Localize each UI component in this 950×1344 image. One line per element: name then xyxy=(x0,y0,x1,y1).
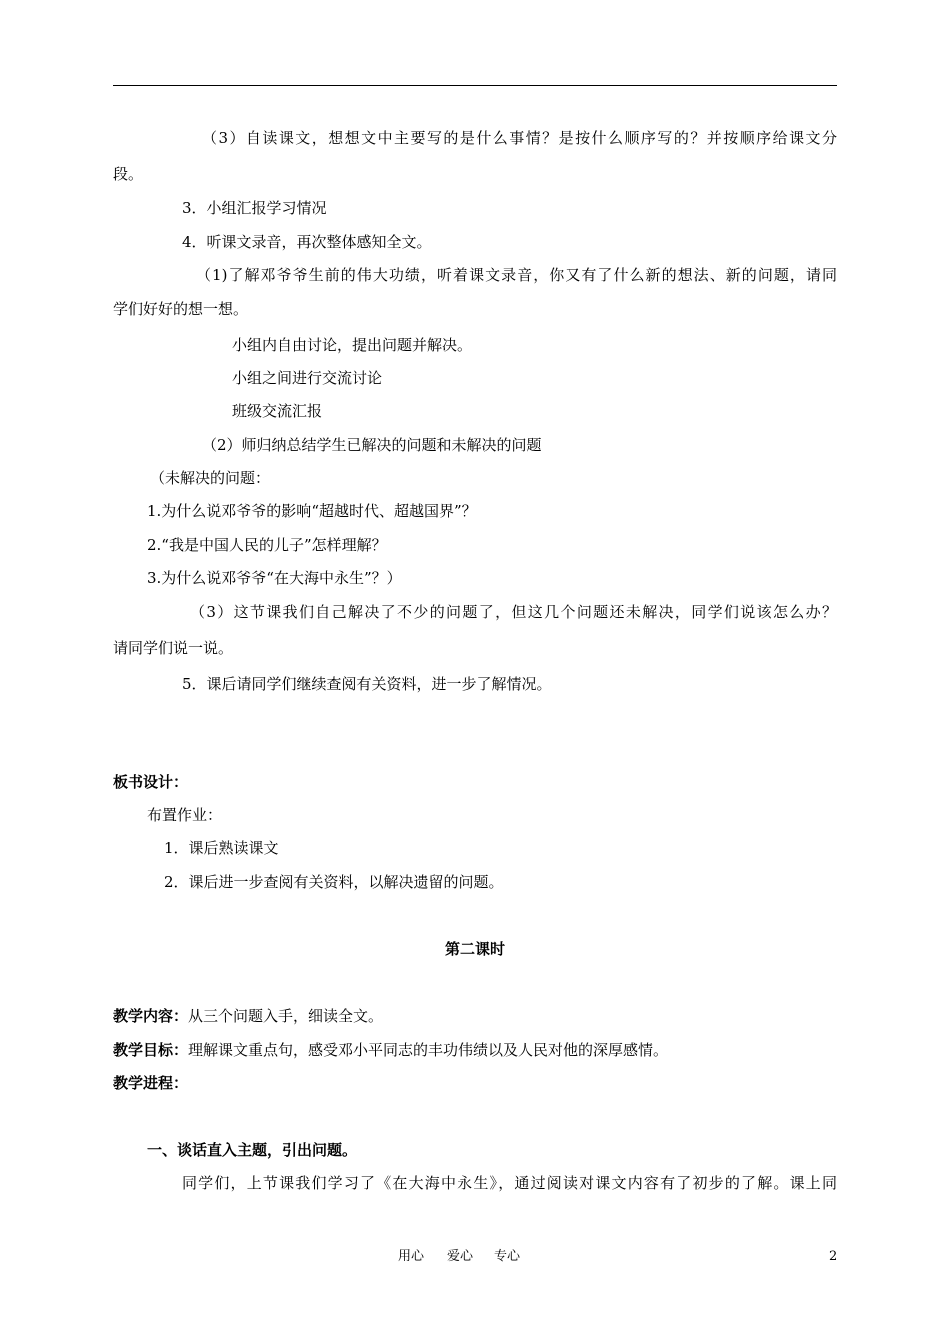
content-label: 教学内容： xyxy=(113,1007,189,1025)
footer-motto-1: 用心 xyxy=(398,1249,425,1264)
list-item: 2.“我是中国人民的儿子”怎样理解？ xyxy=(147,536,387,554)
list-item: 1．课后熟读课文 xyxy=(164,839,279,857)
paragraph-line: （未解决的问题： xyxy=(150,469,271,487)
goal-label: 教学目标： xyxy=(113,1041,189,1059)
sub-item: 班级交流汇报 xyxy=(232,402,323,420)
paragraph-line: （1)了解邓爷爷生前的伟大功绩，听着课文录音，你又有了什么新的想法、新的问题，请同 xyxy=(196,266,837,284)
goal-row xyxy=(113,1040,668,1060)
footer-motto-3: 专心 xyxy=(494,1249,521,1264)
paragraph-line: 段。 xyxy=(113,165,144,183)
step-item: 4．听课文录音，再次整体感知全文。 xyxy=(182,233,432,251)
part-heading: 一、谈话直入主题，引出问题。 xyxy=(147,1141,358,1159)
list-item: 2．课后进一步查阅有关资料，以解决遗留的问题。 xyxy=(164,873,504,891)
section-title: 第二课时 xyxy=(444,940,505,958)
board-design-heading: 板书设计： xyxy=(113,773,189,791)
list-item: 1.为什么说邓爷爷的影响“超越时代、超越国界”？ xyxy=(147,502,477,520)
sub-item: 小组内自由讨论，提出问题并解决。 xyxy=(232,336,473,354)
step-item: 3．小组汇报学习情况 xyxy=(182,199,327,217)
step-item: 5．课后请同学们继续查阅有关资料，进一步了解情况。 xyxy=(182,675,552,693)
sub-item: 小组之间进行交流讨论 xyxy=(232,369,383,387)
paragraph-line: （3）这节课我们自己解决了不少的问题了，但这几个问题还未解决，同学们说该怎么办？ xyxy=(190,603,837,621)
goal-text: 理解课文重点句，感受邓小平同志的丰功伟绩以及人民对他的深厚感情。 xyxy=(188,1041,669,1059)
paragraph-line: 学们好好的想一想。 xyxy=(113,300,249,318)
paragraph-line: （2）师归纳总结学生已解决的问题和未解决的问题 xyxy=(202,436,542,454)
paragraph-line: 请同学们说一说。 xyxy=(113,639,234,657)
paragraph-line: 同学们，上节课我们学习了《在大海中永生》，通过阅读对课文内容有了初步的了解。课上同 xyxy=(182,1174,837,1192)
homework-heading: 布置作业： xyxy=(147,806,223,824)
process-label: 教学进程： xyxy=(113,1074,189,1092)
footer-motto-2: 爱心 xyxy=(447,1249,474,1264)
page-number: 2 xyxy=(829,1249,838,1264)
list-item: 3.为什么说邓爷爷“在大海中永生”？） xyxy=(147,569,402,587)
header-rule xyxy=(113,85,837,86)
content-row xyxy=(113,1006,383,1026)
paragraph-line: （3）自读课文，想想文中主要写的是什么事情？是按什么顺序写的？并按顺序给课文分 xyxy=(202,129,837,147)
content-text: 从三个问题入手，细读全文。 xyxy=(188,1007,384,1025)
